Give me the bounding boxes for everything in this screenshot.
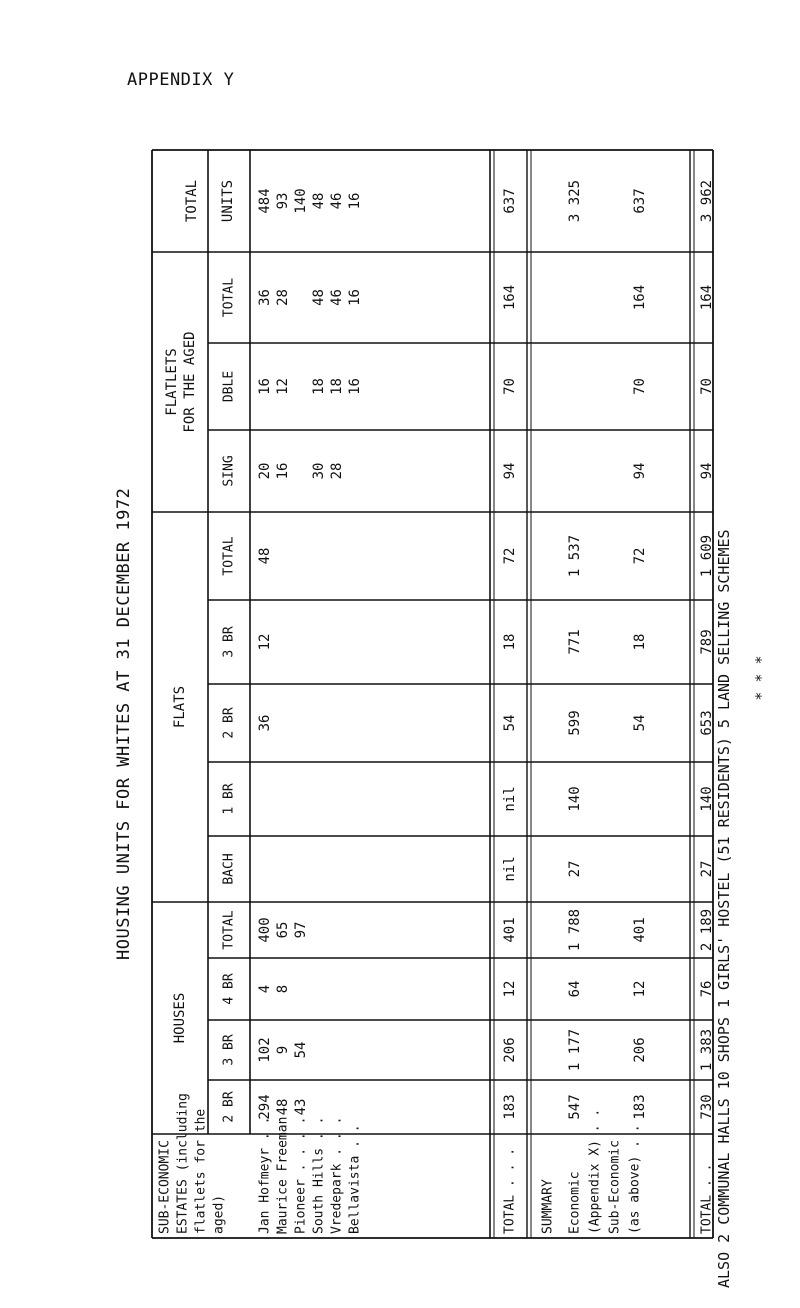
cell-f-3br: 12 bbox=[257, 633, 273, 651]
row-label: Pioneer . . . . bbox=[293, 1116, 309, 1234]
cell-a-total: 16 bbox=[347, 289, 363, 306]
grand-total-h-2br: 730 bbox=[699, 1094, 715, 1120]
cell-h-3br: 9 bbox=[275, 1045, 291, 1055]
col-header-f-total: TOTAL bbox=[221, 536, 237, 576]
total-sub-total-units: 637 bbox=[502, 188, 518, 214]
cell-total-units: 93 bbox=[275, 192, 291, 210]
grand-total-total-units: 3 962 bbox=[699, 179, 715, 223]
group-total-units-bottom: UNITS bbox=[220, 179, 236, 223]
grand-total-a-total: 164 bbox=[699, 284, 715, 311]
cell-f-total: 48 bbox=[257, 547, 273, 565]
summary-f-2br: 54 bbox=[632, 714, 648, 732]
col-header-f-3br: 3 BR bbox=[221, 626, 237, 658]
section-sub-economic: SUB-ECONOMIC bbox=[157, 1140, 173, 1234]
footer-note: ALSO 2 COMMUNAL HALLS 10 SHOPS 1 GIRLS' HOSTEL (51 RESIDENTS) 5 LAND SELLING SCHEMES bbox=[715, 529, 733, 1288]
cell-a-total: 46 bbox=[329, 289, 345, 306]
grand-total-f-total: 1 609 bbox=[699, 534, 715, 578]
summary-h-4br: 12 bbox=[632, 980, 648, 998]
group-houses: HOUSES bbox=[172, 992, 188, 1044]
cell-h-total: 65 bbox=[275, 921, 291, 939]
cell-a-dble: 18 bbox=[329, 378, 345, 395]
cell-a-total: 28 bbox=[275, 289, 291, 306]
summary-f-total: 72 bbox=[632, 547, 648, 565]
total-sub-h-4br: 12 bbox=[502, 980, 518, 998]
summary-a-sing: 94 bbox=[632, 462, 648, 480]
summary-h-total: 1 788 bbox=[567, 908, 583, 952]
cell-total-units: 16 bbox=[347, 192, 363, 210]
col-header-a-sing: SING bbox=[221, 455, 237, 487]
cell-h-4br: 8 bbox=[275, 984, 291, 994]
section-sub-economic-4: aged) bbox=[211, 1194, 227, 1234]
total-sub-h-2br: 183 bbox=[502, 1094, 518, 1120]
group-flats: FLATS bbox=[172, 685, 188, 729]
col-header-h-total: TOTAL bbox=[221, 910, 237, 950]
summary-total-units: 637 bbox=[632, 188, 648, 214]
col-header-f-2br: 2 BR bbox=[221, 707, 237, 739]
row-label: Jan Hofmeyr . . bbox=[257, 1116, 273, 1234]
grand-total-label: TOTAL . . bbox=[699, 1163, 715, 1234]
group-flatlets-2: FOR THE AGED bbox=[182, 331, 198, 433]
summary-f-3br: 18 bbox=[632, 633, 648, 651]
cell-total-units: 484 bbox=[257, 188, 273, 214]
cell-a-sing: 16 bbox=[275, 462, 291, 480]
cell-a-sing: 20 bbox=[257, 462, 273, 480]
row-label: South Hills . . bbox=[311, 1116, 327, 1234]
cell-h-total: 400 bbox=[257, 917, 273, 943]
summary-f-bach: 27 bbox=[567, 860, 583, 878]
col-header-f-1br: 1 BR bbox=[221, 783, 237, 815]
summary-label: (Appendix X) . . bbox=[587, 1108, 603, 1234]
total-sub-f-total: 72 bbox=[502, 547, 518, 565]
col-header-h-4br: 4 BR bbox=[221, 973, 237, 1005]
page-title: HOUSING UNITS FOR WHITES AT 31 DECEMBER 1972 bbox=[114, 487, 134, 960]
summary-h-2br: 183 bbox=[632, 1094, 648, 1120]
total-sub-h-total: 401 bbox=[502, 917, 518, 943]
summary-h-3br: 1 177 bbox=[567, 1028, 583, 1072]
row-label: Bellavista . . bbox=[347, 1124, 363, 1234]
cell-h-2br: 294 bbox=[257, 1094, 273, 1120]
group-total-units-top: TOTAL bbox=[184, 179, 200, 223]
col-header-h-2br: 2 BR bbox=[221, 1091, 237, 1123]
row-label: Vredepark . . . bbox=[329, 1116, 345, 1234]
cell-h-2br: 43 bbox=[293, 1098, 309, 1116]
grand-total-f-1br: 140 bbox=[699, 786, 715, 812]
summary-h-4br: 64 bbox=[567, 980, 583, 998]
section-summary: SUMMARY bbox=[540, 1179, 556, 1234]
grand-total-a-dble: 70 bbox=[699, 378, 715, 395]
grand-total-h-4br: 76 bbox=[699, 980, 715, 998]
col-header-a-total: TOTAL bbox=[221, 277, 237, 318]
summary-f-3br: 771 bbox=[567, 629, 583, 655]
col-header-a-dble: DBLE bbox=[221, 370, 237, 403]
total-sub-a-total: 164 bbox=[502, 284, 518, 311]
total-sub-label: TOTAL . . . bbox=[502, 1147, 518, 1234]
total-sub-a-dble: 70 bbox=[502, 378, 518, 395]
grand-total-h-3br: 1 383 bbox=[699, 1028, 715, 1072]
summary-a-dble: 70 bbox=[632, 378, 648, 395]
cell-h-total: 97 bbox=[293, 921, 309, 939]
cell-h-2br: 48 bbox=[275, 1098, 291, 1116]
cell-total-units: 48 bbox=[311, 192, 327, 210]
cell-a-total: 48 bbox=[311, 289, 327, 306]
cell-a-sing: 30 bbox=[311, 462, 327, 480]
cell-a-dble: 18 bbox=[311, 378, 327, 395]
summary-f-2br: 599 bbox=[567, 710, 583, 736]
cell-total-units: 46 bbox=[329, 192, 345, 210]
cell-total-units: 140 bbox=[293, 188, 309, 214]
group-flatlets-1: FLATLETS bbox=[164, 348, 180, 416]
grand-total-f-bach: 27 bbox=[699, 860, 715, 878]
summary-total-units: 3 325 bbox=[567, 179, 583, 223]
cell-h-4br: 4 bbox=[257, 984, 273, 994]
col-header-f-bach: BACH bbox=[221, 853, 237, 885]
total-sub-a-sing: 94 bbox=[502, 462, 518, 480]
grand-total-f-3br: 789 bbox=[699, 629, 715, 655]
total-sub-f-3br: 18 bbox=[502, 633, 518, 651]
total-sub-f-1br: nil bbox=[502, 786, 518, 812]
grand-total-a-sing: 94 bbox=[699, 462, 715, 480]
cell-h-3br: 54 bbox=[293, 1041, 309, 1059]
cell-a-dble: 12 bbox=[275, 378, 291, 395]
summary-label: Sub-Economic bbox=[607, 1140, 623, 1234]
cell-a-sing: 28 bbox=[329, 462, 345, 480]
section-sub-economic-2: ESTATES (including bbox=[175, 1093, 191, 1234]
grand-total-h-total: 2 189 bbox=[699, 908, 715, 952]
section-sub-economic-3: flatlets for the bbox=[193, 1108, 209, 1234]
summary-h-total: 401 bbox=[632, 917, 648, 943]
total-sub-h-3br: 206 bbox=[502, 1037, 518, 1063]
total-sub-f-2br: 54 bbox=[502, 714, 518, 732]
end-stars: * * * bbox=[752, 655, 770, 701]
summary-h-3br: 206 bbox=[632, 1037, 648, 1063]
summary-f-1br: 140 bbox=[567, 786, 583, 812]
cell-h-3br: 102 bbox=[257, 1037, 273, 1063]
cell-a-dble: 16 bbox=[347, 378, 363, 395]
summary-h-2br: 547 bbox=[567, 1094, 583, 1120]
col-header-h-3br: 3 BR bbox=[221, 1034, 237, 1066]
summary-label: (as above) . . bbox=[627, 1124, 643, 1234]
summary-label: Economic bbox=[567, 1171, 583, 1234]
cell-f-2br: 36 bbox=[257, 714, 273, 732]
cell-a-total: 36 bbox=[257, 289, 273, 306]
appendix-label: APPENDIX Y bbox=[127, 70, 235, 90]
summary-a-total: 164 bbox=[632, 284, 648, 311]
row-label: Maurice Freeman bbox=[275, 1116, 291, 1234]
grand-total-f-2br: 653 bbox=[699, 710, 715, 736]
cell-a-dble: 16 bbox=[257, 378, 273, 395]
summary-f-total: 1 537 bbox=[567, 534, 583, 578]
total-sub-f-bach: nil bbox=[502, 856, 518, 882]
